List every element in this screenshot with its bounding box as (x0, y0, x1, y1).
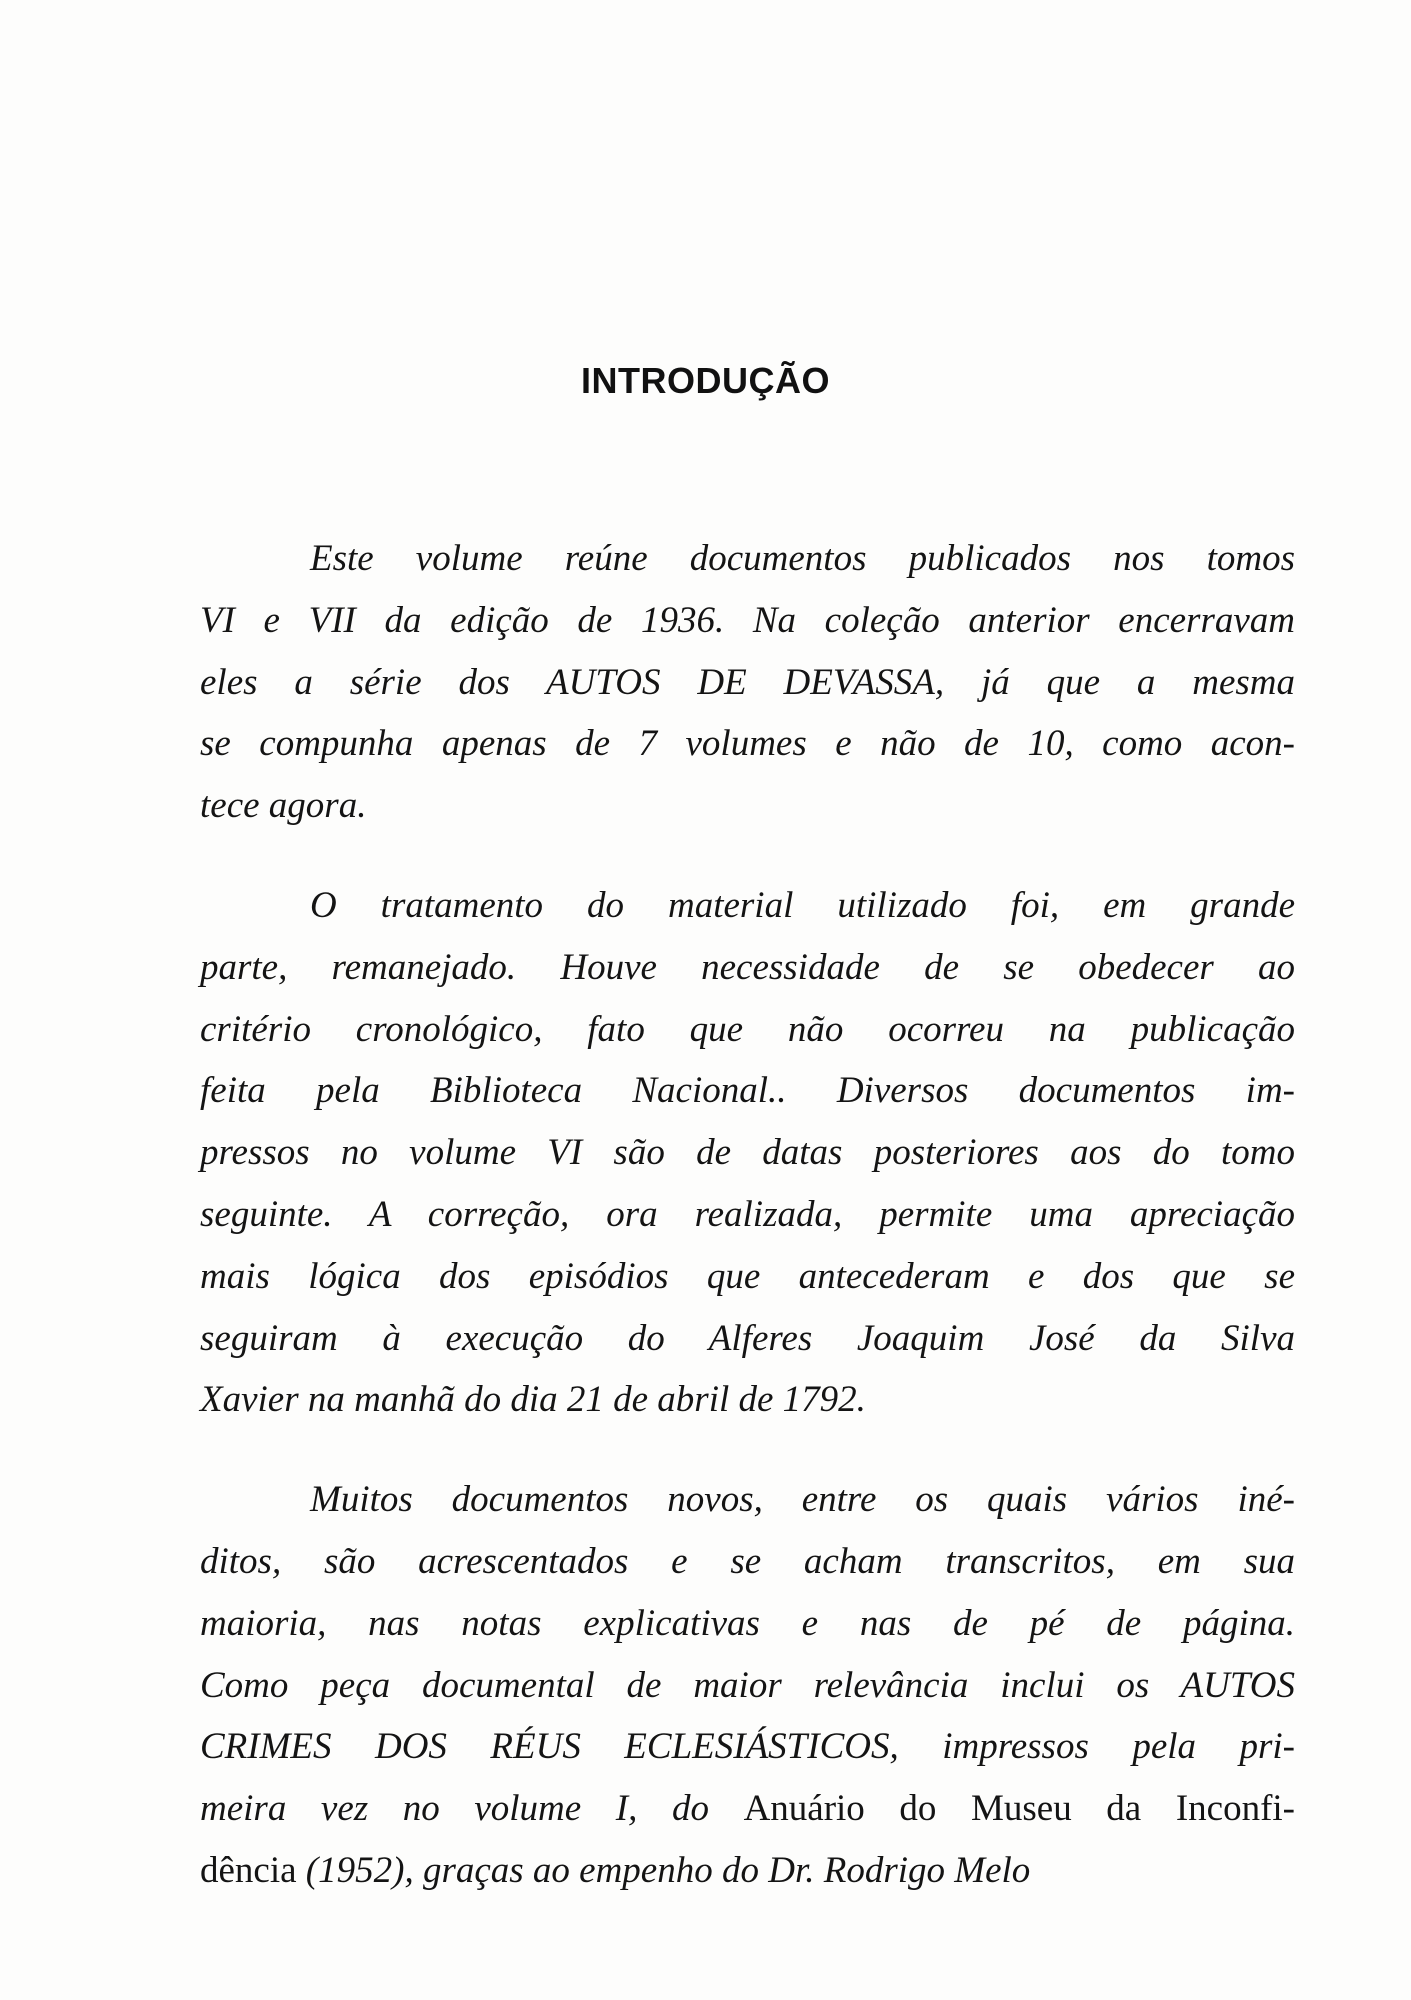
text-line: Este volume reúne documentos publicados nos tomos (310, 538, 1295, 579)
text-line: se compunha apenas de 7 volumes e não de 10, como acon- (200, 723, 1295, 765)
text-line: Xavier na manhã do dia 21 de abril de 1792. (200, 1379, 866, 1421)
text-fragment: Anuário do Museu da Inconfi- (743, 1788, 1295, 1830)
text-line: O tratamento do material utilizado foi, em grande (310, 884, 1295, 926)
paragraph-1 (200, 528, 1295, 837)
body-text (200, 528, 1295, 1940)
text-line (200, 1778, 1295, 1840)
text-line: maioria, nas notas explicativas e nas de pé de página. (200, 1602, 1295, 1644)
text-fragment: meira vez no volume I, do (200, 1788, 744, 1830)
text-line: pressos no volume VI são de datas posteriores aos do tomo (200, 1132, 1295, 1174)
text-line: CRIMES DOS RÉUS ECLESIÁSTICOS, impressos pela pri- (200, 1726, 1295, 1768)
text-line: eles a série dos AUTOS DE DEVASSA, já que a mesma (200, 661, 1295, 703)
text-line: mais lógica dos episódios que antecederam e dos que se (200, 1255, 1295, 1297)
text-line: Como peça documental de maior relevância inclui os AUTOS (200, 1664, 1295, 1706)
text-line: parte, remanejado. Houve necessidade de se obedecer ao (200, 946, 1295, 988)
text-line: feita pela Biblioteca Nacional.. Diversos documentos im- (200, 1070, 1295, 1112)
paragraph-3 (200, 1469, 1295, 1902)
text-line: ditos, são acrescentados e se acham transcritos, em sua (200, 1540, 1295, 1582)
text-line (200, 1840, 1295, 1902)
page-title: INTRODUÇÃO (581, 360, 830, 401)
text-line: Muitos documentos novos, entre os quais vários iné- (310, 1479, 1295, 1521)
text-line: tece agora. (200, 785, 367, 827)
text-fragment: dência (200, 1849, 297, 1891)
text-fragment: (1952), graças ao empenho do Dr. Rodrigo Melo (296, 1849, 1031, 1891)
text-line: VI e VII da edição de 1936. Na coleção anterior encerravam (200, 599, 1295, 641)
text-line: seguinte. A correção, ora realizada, permite uma apreciação (200, 1193, 1295, 1235)
text-line: critério cronológico, fato que não ocorreu na publicação (200, 1008, 1295, 1050)
paragraph-2 (200, 875, 1295, 1431)
text-line: seguiram à execução do Alferes Joaquim José da Silva (200, 1317, 1295, 1359)
